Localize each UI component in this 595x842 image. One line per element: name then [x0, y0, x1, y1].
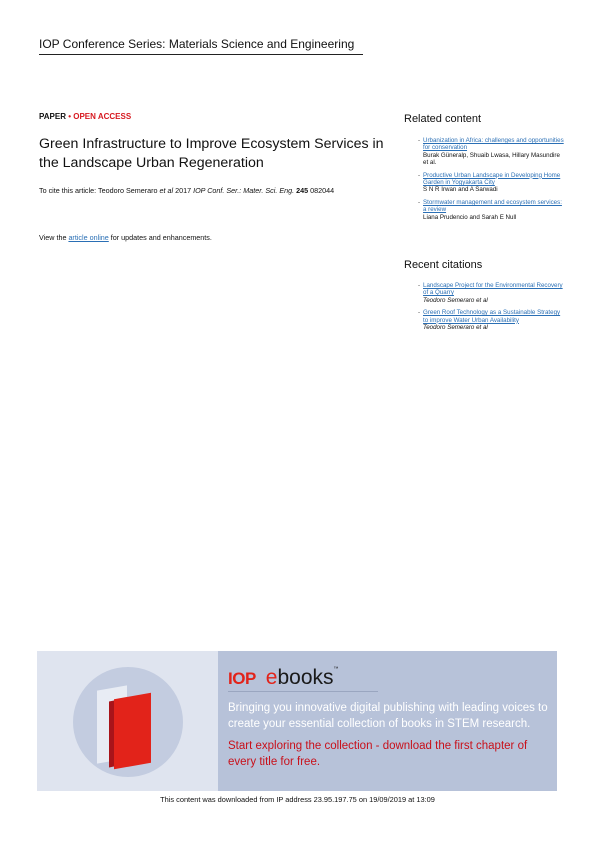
logo-divider — [228, 691, 378, 692]
logo-iop: IOP — [228, 669, 256, 688]
recent-item-link[interactable]: - Landscape Project for the Environmental Recovery of a Quarry — [423, 282, 563, 297]
view-online — [39, 233, 212, 242]
recent-heading: Recent citations — [404, 259, 483, 271]
journal-title: IOP Conference Series: Materials Science and Engineering — [39, 37, 363, 55]
logo-trademark: ™ — [333, 666, 339, 672]
paper-type: PAPER — [39, 112, 66, 121]
cite-volume: 245 — [296, 186, 309, 195]
download-notice: This content was downloaded from IP address 23.95.197.75 on 19/09/2019 at 13:09 — [160, 795, 435, 804]
related-list — [404, 137, 564, 221]
related-item — [404, 199, 564, 221]
recent-list — [404, 282, 564, 331]
recent-item — [404, 282, 564, 304]
tag-separator: • — [68, 112, 72, 121]
recent-item — [404, 309, 564, 331]
iop-ebooks-logo — [228, 666, 339, 690]
recent-item-authors: Teodoro Semeraro et al — [423, 296, 488, 304]
banner-tagline: Bringing you innovative digital publishing with leading voices to create your essential collection of books in STEM research. — [228, 702, 548, 730]
ebooks-advert-banner[interactable] — [37, 651, 557, 791]
related-item-authors: S N R Irwan and A Sarwadi — [423, 186, 498, 194]
cite-journal: IOP Conf. Ser.: Mater. Sci. Eng. — [193, 186, 295, 195]
cite-etal: et al — [159, 186, 174, 195]
cite-year: 2017 — [173, 186, 194, 195]
related-item-link[interactable]: - Stormwater management and ecosystem services: a review — [423, 199, 562, 214]
related-heading: Related content — [404, 113, 482, 125]
article-title: Green Infrastructure to Improve Ecosystem Services in the Landscape Urban Regeneration — [39, 136, 384, 171]
related-item-authors: Liana Prudencio and Sarah E Null — [423, 213, 517, 221]
citation — [39, 186, 334, 195]
view-suffix: for updates and enhancements. — [108, 233, 212, 242]
logo-e: e — [265, 666, 278, 689]
related-item — [404, 172, 564, 194]
recent-item-link[interactable]: - Green Roof Technology as a Sustainable Strategy to improve Water Urban Availability — [423, 309, 561, 324]
recent-item-authors: Teodoro Semeraro et al — [423, 323, 488, 331]
related-item-link[interactable]: - Urbanization in Africa: challenges and opportunities for conservation — [423, 137, 564, 152]
open-access-label: OPEN ACCESS — [73, 112, 132, 121]
related-item — [404, 137, 564, 166]
related-content — [404, 112, 564, 226]
recent-citations — [404, 258, 564, 337]
cite-prefix: To cite this article: Teodoro Semeraro — [39, 186, 160, 195]
book-cover-graphic — [114, 693, 151, 770]
article-online-link[interactable]: article online — [68, 233, 109, 242]
banner-call-to-action[interactable]: Start exploring the collection - download the first chapter of every title for free. — [228, 740, 528, 768]
view-prefix: View the — [39, 233, 69, 242]
related-item-authors: Burak Güneralp, Shuaib Lwasa, Hillary Masundire et al. — [423, 151, 560, 166]
banner-illustration-panel — [37, 651, 218, 791]
cite-article-number: 082044 — [308, 186, 335, 195]
paper-access-tag — [39, 112, 131, 121]
logo-books: books — [277, 666, 334, 689]
related-item-link[interactable]: - Productive Urban Landscape in Developing Home Garden in Yogyakarta City — [423, 171, 561, 186]
